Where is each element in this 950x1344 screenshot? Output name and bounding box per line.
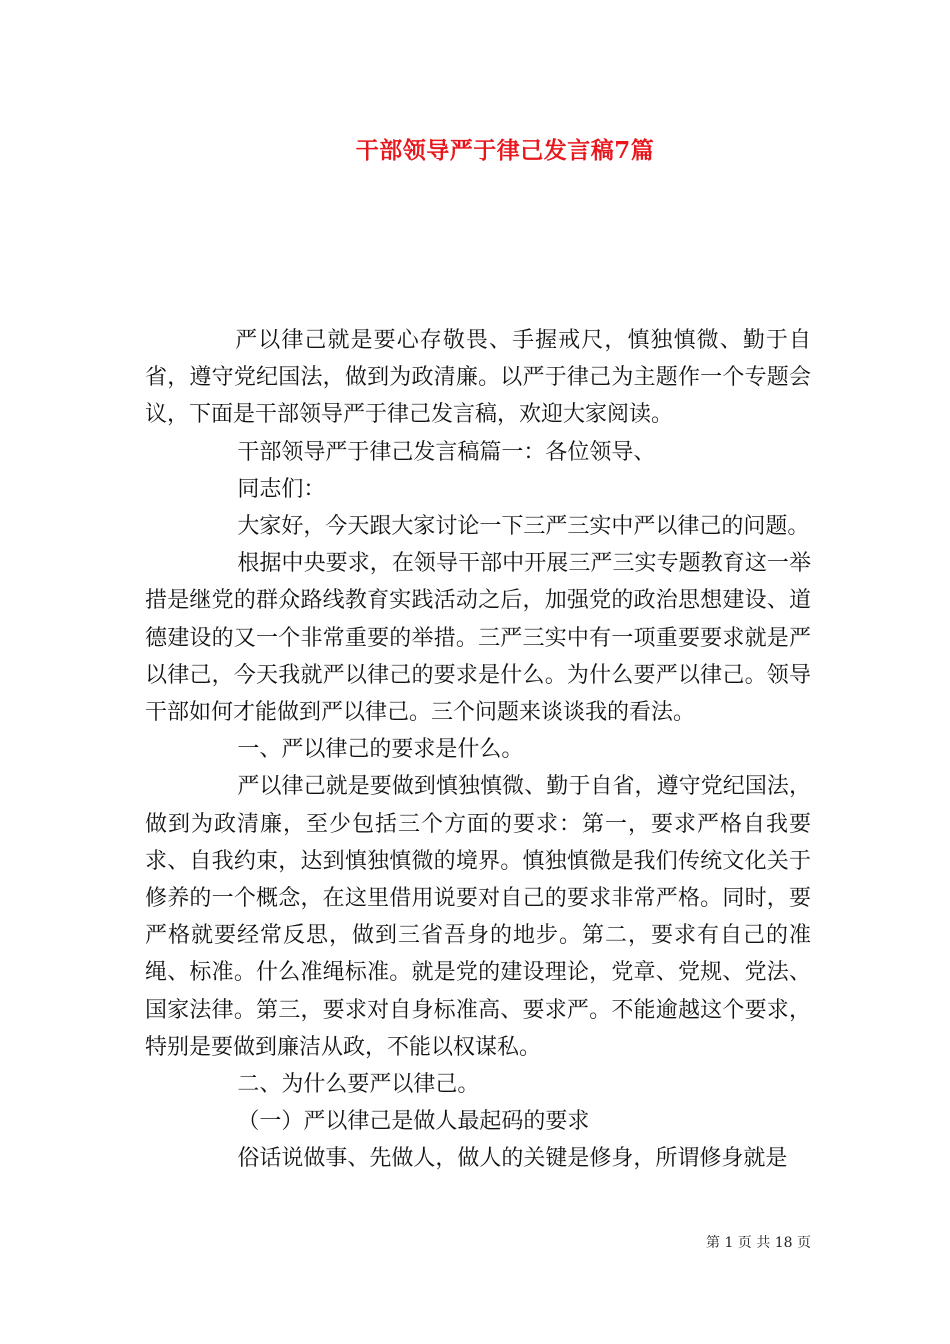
paragraph-greeting: 同志们： (237, 476, 326, 502)
paragraph-opening: 大家好，今天跟大家讨论一下三严三实中严以律己的问题。 (237, 514, 810, 540)
paragraph-intro: 严以律己就是要心存敬畏、手握戒尺，慎独慎微、勤于自省，遵守党纪国法，做到为政清廉。以严于律己为主题作一个专题会议，下面是干部领导严于律己发言稿，欢迎大家阅读。 (145, 328, 811, 428)
page-number: 第 1 页 共 18 页 (706, 1235, 811, 1251)
document-title: 干部领导严于律己发言稿7篇 (355, 137, 655, 164)
paragraph-background: 根据中央要求，在领导干部中开展三严三实专题教育这一举措是继党的群众路线教育实践活动之后，加强党的政治思想建设、道德建设的又一个非常重要的举措。三严三实中有一项重要要求就是严以律己，今天我就严以律己的要求是什么。为什么要严以律己。领导干部如何才能做到严以律己。三个问题来谈谈我的看法。 (145, 551, 811, 726)
subsection-heading-1: （一）严以律己是做人最起码的要求 (237, 1109, 590, 1135)
section-heading-2: 二、为什么要严以律己。 (237, 1072, 480, 1098)
paragraph-speech-heading: 干部领导严于律己发言稿篇一：各位领导、 (237, 439, 656, 465)
paragraph-proverb: 俗话说做事、先做人，做人的关键是修身，所谓修身就是 (237, 1146, 788, 1172)
paragraph-requirements: 严以律己就是要做到慎独慎微、勤于自省，遵守党纪国法，做到为政清廉，至少包括三个方面的要求：第一，要求严格自我要求、自我约束，达到慎独慎微的境界。慎独慎微是我们传统文化关于修养的一个概念，在这里借用说要对自己的要求非常严格。同时，要严格就要经常反思，做到三省吾身的地步。第二，要求有自己的准绳、标准。什么准绳标准。就是党的建设理论，党章、党规、党法、国家法律。第三，要求对自身标准高、要求严。不能逾越这个要求，特别是要做到廉洁从政，不能以权谋私。 (145, 774, 811, 1060)
document-body (145, 322, 811, 1178)
section-heading-1: 一、严以律己的要求是什么。 (237, 737, 524, 763)
